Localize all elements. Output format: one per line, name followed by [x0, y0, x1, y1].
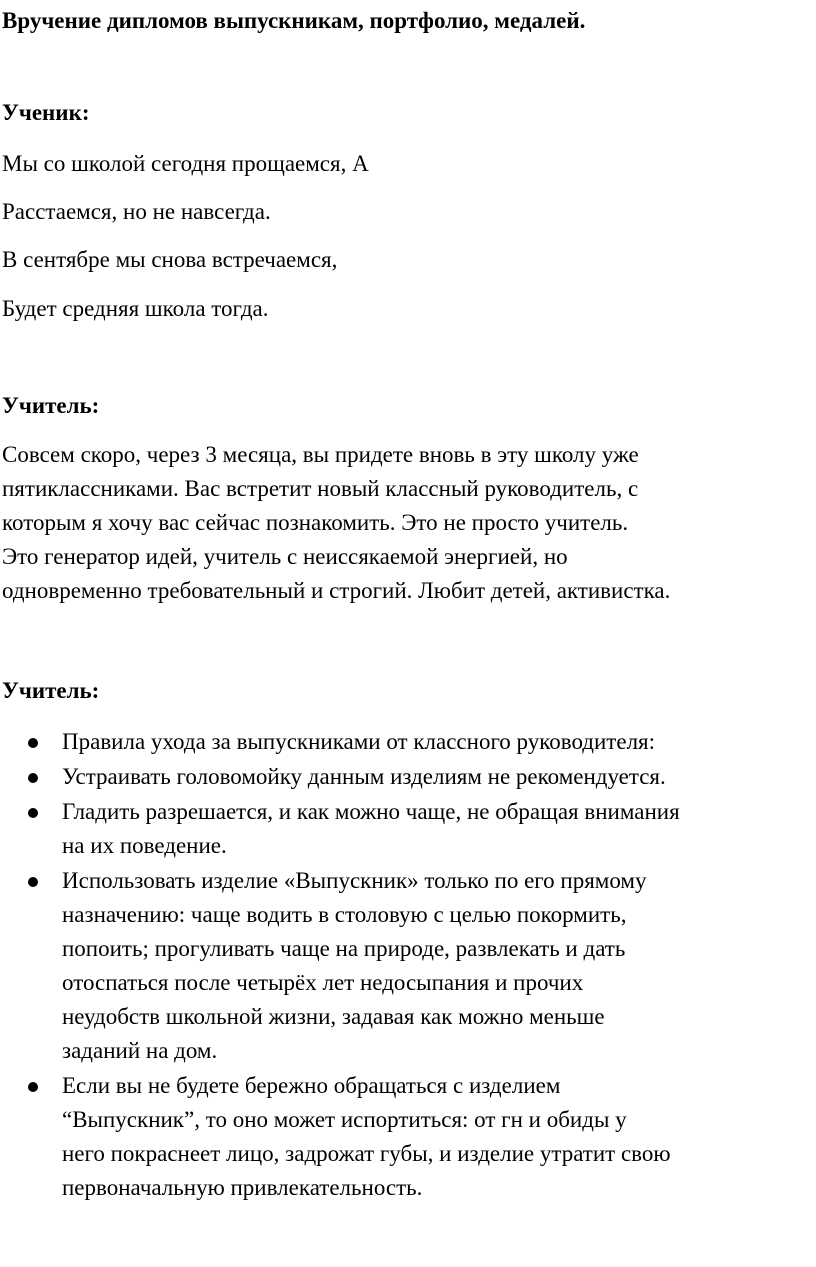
- list-item-line: Использовать изделие «Выпускник» только по его прямому: [62, 868, 647, 893]
- list-item: [0, 795, 816, 863]
- rules-list: [0, 725, 816, 1206]
- paragraph-line: одновременно требовательный и строгий. Любит детей, активистка.: [2, 578, 671, 603]
- list-item-line: попоить; прогуливать чаще на природе, развлекать и дать: [62, 936, 626, 961]
- paragraph-line: которым я хочу вас сейчас познакомить. Это не просто учитель.: [2, 510, 629, 535]
- paragraph-line: пятиклассниками. Вас встретит новый классный руководитель, с: [2, 476, 639, 501]
- bullet-icon: [28, 808, 38, 818]
- list-item-line: отоспаться после четырёх лет недосыпания и прочих: [62, 970, 584, 995]
- list-item-line: Гладить разрешается, и как можно чаще, не обращая внимания: [62, 799, 680, 824]
- bullet-icon: [28, 773, 38, 783]
- list-item-line: на их поведение.: [62, 833, 227, 858]
- list-item: [0, 864, 816, 1068]
- bullet-icon: [28, 738, 38, 748]
- bullet-icon: [28, 877, 38, 887]
- list-item-line: первоначальную привлекательность.: [62, 1175, 423, 1200]
- poem-line: В сентябре мы снова встречаемся,: [2, 247, 338, 272]
- poem-line: Будет средняя школа тогда.: [2, 296, 269, 321]
- list-item-line: Правила ухода за выпускниками от классного руководителя:: [62, 729, 656, 754]
- list-item: [0, 760, 816, 794]
- teacher-heading-second: Учитель:: [2, 678, 100, 703]
- list-item: [0, 725, 816, 759]
- list-item-line: Если вы не будете бережно обращаться с изделием: [62, 1073, 561, 1098]
- poem-line: Мы со школой сегодня прощаемся, А: [2, 151, 369, 176]
- paragraph-line: Это генератор идей, учитель с неиссякаемой энергией, но: [2, 544, 568, 569]
- teacher-paragraph: [2, 438, 814, 608]
- list-item-line: назначению: чаще водить в столовую с целью покормить,: [62, 902, 627, 927]
- list-item-line: Устраивать головомойку данным изделиям не рекомендуется.: [62, 764, 666, 789]
- list-item-line: неудобств школьной жизни, задавая как можно меньше: [62, 1004, 605, 1029]
- paragraph-line: Совсем скоро, через 3 месяца, вы придете вновь в эту школу уже: [2, 442, 639, 467]
- list-item-line: заданий на дом.: [62, 1038, 218, 1063]
- list-item-line: “Выпускник”, то оно может испортиться: от гн и обиды у: [62, 1107, 627, 1132]
- list-item-line: него покраснеет лицо, задрожат губы, и изделие утратит свою: [62, 1141, 671, 1166]
- list-item: [0, 1069, 816, 1205]
- document-title: Вручение дипломов выпускникам, портфолио, медалей.: [2, 8, 586, 33]
- bullet-icon: [28, 1082, 38, 1092]
- student-heading: Ученик:: [2, 100, 90, 125]
- teacher-heading-first: Учитель:: [2, 393, 100, 418]
- poem-line: Расстаемся, но не навсегда.: [2, 199, 271, 224]
